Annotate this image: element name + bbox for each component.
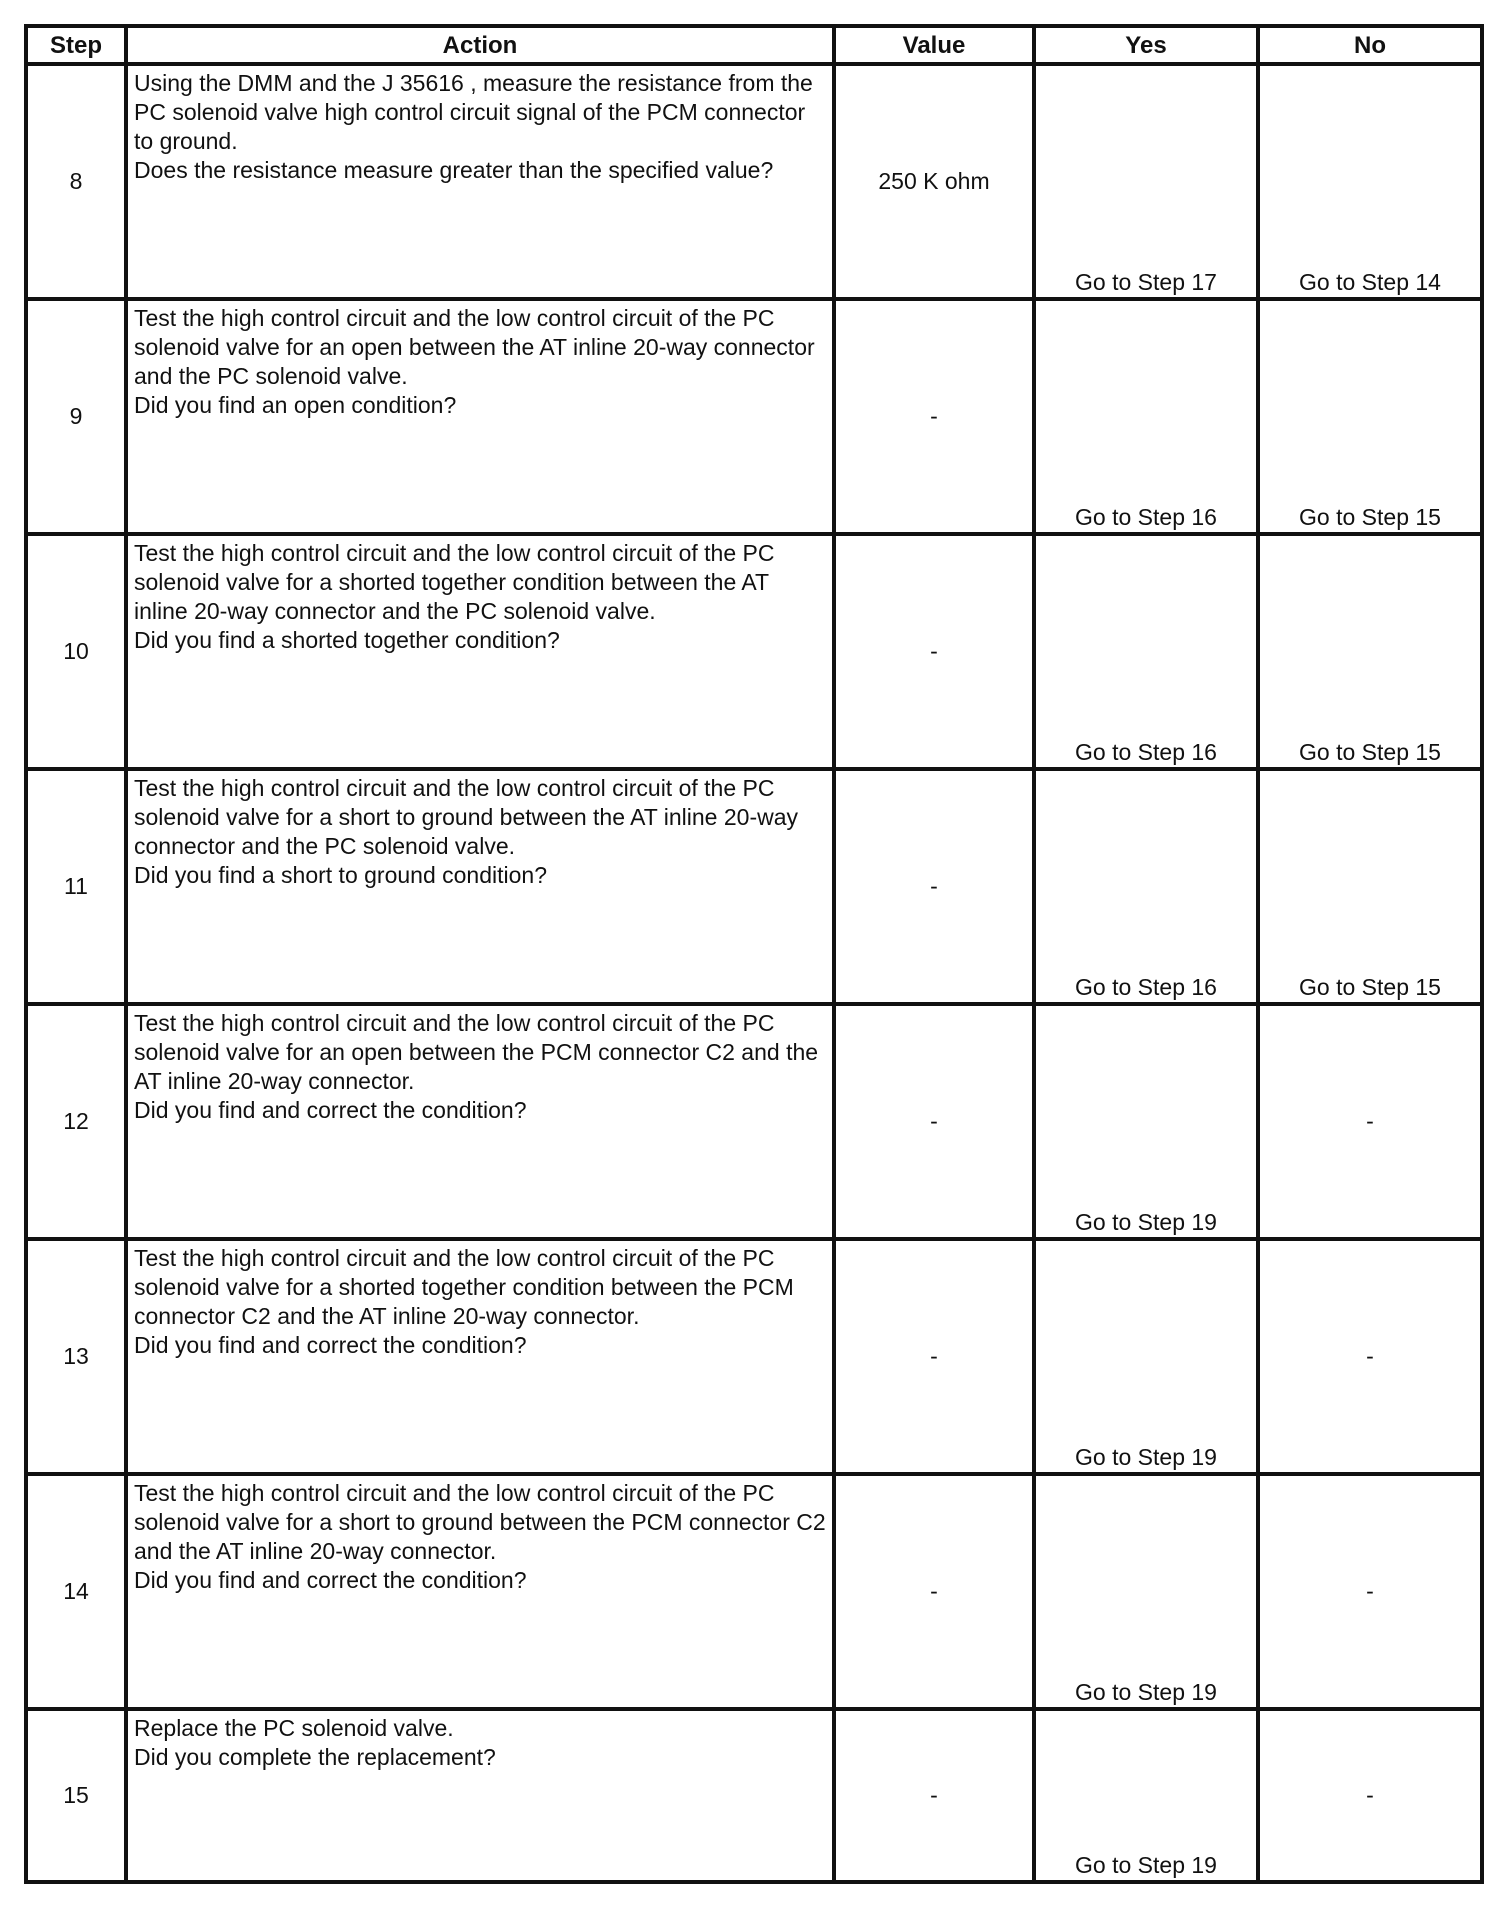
action-question: Did you find an open condition? (134, 392, 457, 418)
yes-cell: Go to Step 19 (1034, 1239, 1258, 1474)
step-number: 11 (26, 769, 126, 1004)
action-question: Did you find a short to ground condition? (134, 862, 547, 888)
value-cell: - (834, 1004, 1034, 1239)
value-cell: - (834, 1474, 1034, 1709)
header-value: Value (834, 26, 1034, 64)
step-number: 9 (26, 299, 126, 534)
no-cell: Go to Step 15 (1258, 534, 1482, 769)
action-cell (126, 1709, 834, 1882)
step-number: 12 (26, 1004, 126, 1239)
action-question: Did you find and correct the condition? (134, 1097, 527, 1123)
action-instruction: Test the high control circuit and the low control circuit of the PC solenoid valve for a shorted together condition between the AT inline 20-way connector and the PC solenoid valve. (134, 540, 775, 624)
action-cell (126, 1474, 834, 1709)
step-number: 13 (26, 1239, 126, 1474)
table-row (26, 769, 1482, 1004)
action-instruction: Test the high control circuit and the low control circuit of the PC solenoid valve for an open between the PCM connector C2 and the AT inline 20-way connector. (134, 1010, 819, 1094)
no-cell: - (1258, 1709, 1482, 1882)
action-question: Did you complete the replacement? (134, 1744, 496, 1770)
no-cell: Go to Step 15 (1258, 769, 1482, 1004)
table-header-row (26, 26, 1482, 64)
no-cell: - (1258, 1004, 1482, 1239)
value-cell: 250 K ohm (834, 64, 1034, 299)
action-cell (126, 769, 834, 1004)
action-instruction: Test the high control circuit and the low control circuit of the PC solenoid valve for a shorted together condition between the PCM connector C2 and the AT inline 20-way connector. (134, 1245, 794, 1329)
action-cell (126, 534, 834, 769)
action-instruction: Replace the PC solenoid valve. (134, 1715, 454, 1741)
action-instruction: Test the high control circuit and the low control circuit of the PC solenoid valve for an open between the AT inline 20-way connector and the PC solenoid valve. (134, 305, 815, 389)
value-cell: - (834, 769, 1034, 1004)
yes-cell: Go to Step 19 (1034, 1474, 1258, 1709)
yes-cell: Go to Step 19 (1034, 1004, 1258, 1239)
action-question: Did you find a shorted together condition? (134, 627, 560, 653)
table-row (26, 534, 1482, 769)
action-question: Did you find and correct the condition? (134, 1332, 527, 1358)
table-row (26, 1709, 1482, 1882)
table-row (26, 299, 1482, 534)
action-instruction: Test the high control circuit and the low control circuit of the PC solenoid valve for a short to ground between the AT inline 20-way connector and the PC solenoid valve. (134, 775, 799, 859)
value-cell: - (834, 299, 1034, 534)
yes-cell: Go to Step 17 (1034, 64, 1258, 299)
step-number: 15 (26, 1709, 126, 1882)
step-number: 10 (26, 534, 126, 769)
no-cell: Go to Step 15 (1258, 299, 1482, 534)
value-cell: - (834, 534, 1034, 769)
action-cell (126, 64, 834, 299)
action-cell (126, 299, 834, 534)
no-cell: - (1258, 1239, 1482, 1474)
action-cell (126, 1239, 834, 1474)
yes-cell: Go to Step 19 (1034, 1709, 1258, 1882)
step-number: 8 (26, 64, 126, 299)
no-cell: Go to Step 14 (1258, 64, 1482, 299)
step-number: 14 (26, 1474, 126, 1709)
action-instruction: Using the DMM and the J 35616 , measure the resistance from the PC solenoid valve high control circuit signal of the PCM connector to ground. (134, 70, 813, 154)
no-cell: - (1258, 1474, 1482, 1709)
header-action: Action (126, 26, 834, 64)
header-step: Step (26, 26, 126, 64)
yes-cell: Go to Step 16 (1034, 299, 1258, 534)
action-question: Does the resistance measure greater than the specified value? (134, 157, 774, 183)
table-row (26, 1474, 1482, 1709)
header-no: No (1258, 26, 1482, 64)
action-instruction: Test the high control circuit and the low control circuit of the PC solenoid valve for a short to ground between the PCM connector C2 and the AT inline 20-way connector. (134, 1480, 826, 1564)
diagnostic-table (24, 24, 1484, 1884)
yes-cell: Go to Step 16 (1034, 769, 1258, 1004)
table-row (26, 64, 1482, 299)
header-yes: Yes (1034, 26, 1258, 64)
table-row (26, 1239, 1482, 1474)
value-cell: - (834, 1709, 1034, 1882)
table-row (26, 1004, 1482, 1239)
action-cell (126, 1004, 834, 1239)
value-cell: - (834, 1239, 1034, 1474)
action-question: Did you find and correct the condition? (134, 1567, 527, 1593)
yes-cell: Go to Step 16 (1034, 534, 1258, 769)
